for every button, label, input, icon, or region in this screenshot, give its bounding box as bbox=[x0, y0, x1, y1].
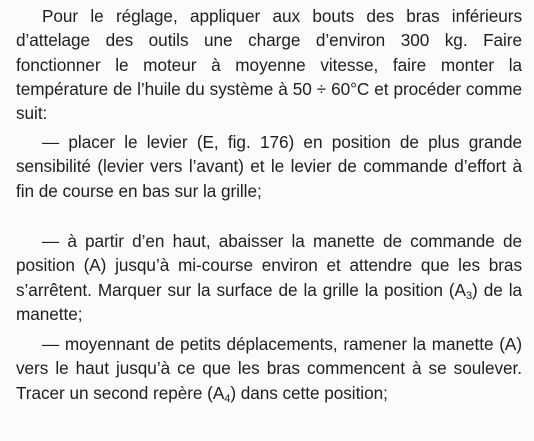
paragraph-step-lever: — placer le levier (E, fig. 176) en position de plus grande sensibilité (levier vers l’avant) et le levier de commande d’effort à fin de course en bas sur la grille; bbox=[16, 132, 522, 201]
step-text-after: ) de la manette; bbox=[16, 279, 523, 324]
step-text-before: — à partir d’en haut, abaisser la manette de commande de position (A) jusqu’à mi-course environ et attendre que les bras s’arrêtent. Marquer sur la surface de la grille la position (A bbox=[16, 231, 522, 300]
paragraph-step-raise-handle bbox=[16, 332, 522, 405]
paragraph-step-lower-handle bbox=[16, 229, 522, 326]
step-text-before: — moyennant de petits déplacements, ramener la manette (A) vers le haut jusqu’à ce que les bras commencent à se soulever. Tracer un second repère (A bbox=[16, 334, 522, 403]
subscript-index: 4 bbox=[224, 392, 231, 405]
subscript-index: 3 bbox=[465, 289, 473, 302]
step-text-after: ) dans cette position; bbox=[230, 382, 388, 403]
paragraph-intro: Pour le réglage, appliquer aux bouts des bras inférieurs d’attelage des outils une charge d’environ 300 kg. Faire fonctionner le moteur à moyenne vitesse, faire monter la température de l’huile du système à 50 ÷ 60°C et procéder comme suit: bbox=[16, 6, 522, 124]
